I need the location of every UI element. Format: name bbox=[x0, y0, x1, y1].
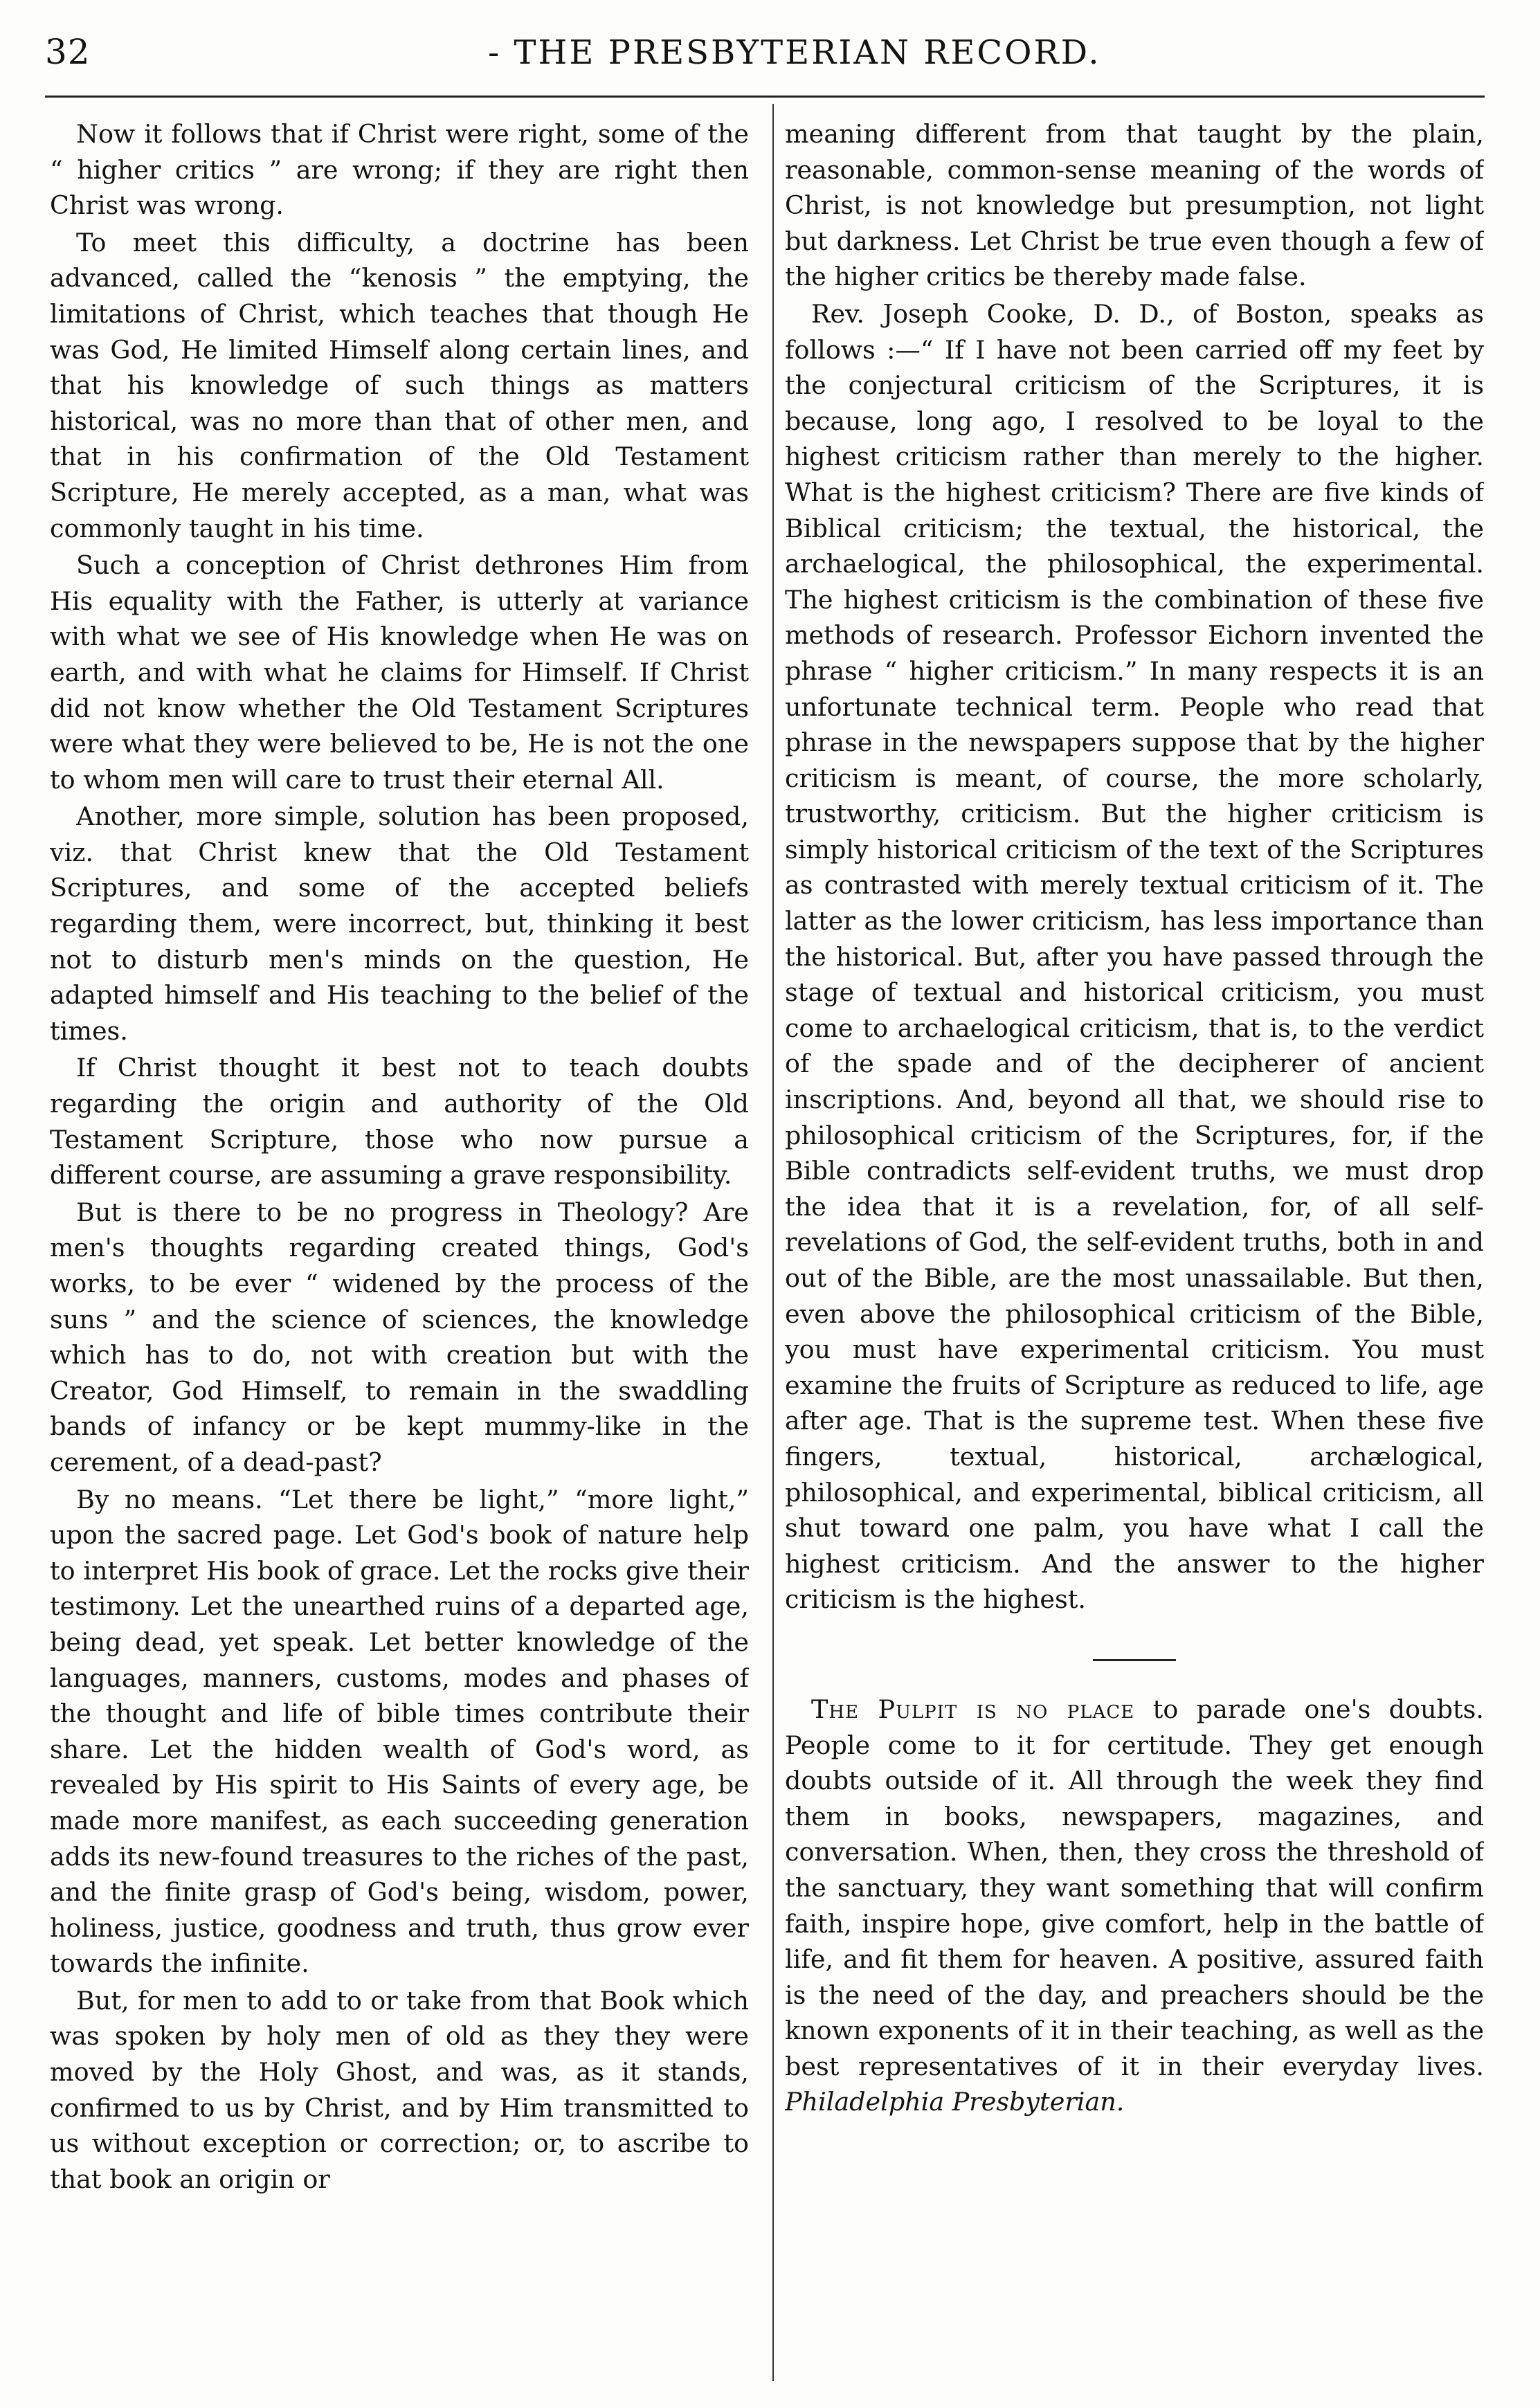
column-divider bbox=[772, 104, 774, 2381]
left-column bbox=[50, 116, 749, 2373]
page-header bbox=[45, 28, 1485, 83]
right-column bbox=[785, 116, 1484, 2373]
masthead-title: - THE PRESBYTERIAN RECORD. bbox=[488, 33, 1101, 72]
paragraph-christ-right: Now it follows that if Christ were right, some of the “ higher critics ” are wrong; if they are right then Christ was wrong. bbox=[50, 119, 749, 221]
header-rule bbox=[45, 96, 1485, 98]
page-number: 32 bbox=[45, 32, 91, 72]
paragraph-joseph-cooke: Rev. Joseph Cooke, D. D., of Boston, speaks as follows :—“ If I have not been carried off my feet by the conjectural criticism of the Scriptures, it is because, long ago, I resolved to be loyal to the highest criticism rather than merely to the higher. What is the highest criticism? There are five kinds of Biblical criticism; the textual, the historical, the archaelogical, the philosophical, the experimental. The highest criticism is the combination of these five methods of research. Professor Eichorn invented the phrase “ higher criticism.” In many respects it is an unfortunate technical term. People who read that phrase in the newspapers suppose that by the higher criticism is meant, of course, the more scholarly, trustworthy, criticism. But the higher criticism is simply historical criticism of the text of the Scriptures as contrasted with merely textual criticism of it. The latter as the lower criticism, has less importance than the historical. But, after you have passed through the stage of textual and historical criticism, you must come to archaelogical criticism, that is, to the verdict of the spade and of the decipherer of ancient inscriptions. And, beyond all that, we should rise to philosophical criticism of the Scriptures, for, if the Bible contradicts self-evident truths, we must drop the idea that it is a revelation, for, of all self-revelations of God, the self-evident truths, both in and out of the Bible, are the most unassailable. But then, even above the philosophical criticism of the Bible, you must have experimental criticism. You must examine the fruits of Scripture as reduced to life, age after age. That is the supreme test. When these five fingers, textual, historical, archælogical, philosophical, and experimental, biblical criticism, all shut toward one palm, you have what I call the highest criticism. And the answer to the higher criticism is the highest. bbox=[785, 298, 1484, 1615]
pulpit-source: Philadelphia Presbyterian. bbox=[785, 2087, 1125, 2117]
paragraph-simple-solution: Another, more simple, solution has been proposed, viz. that Christ knew that the Old Testament Scriptures, and some of the accepted beliefs regarding them, were incorrect, but, thinking it best not to disturb men's minds on the question, He adapted himself and His teaching to the belief of the times. bbox=[50, 802, 749, 1046]
paragraph-kenosis: To meet this difficulty, a doctrine has been advanced, called the “kenosis ” the emptying, the limitations of Christ, which teaches that though He was God, He limited Himself along certain lines, and that his knowledge of such things as matters historical, was no more than that of other men, and that in his confirmation of the Old Testament Scripture, He merely accepted, as a man, what was commonly taught in his time. bbox=[50, 227, 749, 543]
paragraph-teach-doubts: If Christ thought it best not to teach doubts regarding the origin and authority of the Old Testament Scripture, those who now pursue a different course, are assuming a grave responsibility. bbox=[50, 1053, 749, 1191]
paragraph-conception: Such a conception of Christ dethrones Him from His equality with the Father, is utterly at variance with what we see of His knowledge when He was on earth, and with what he claims for Himself. If Christ did not know whether the Old Testament Scriptures were what they were believed to be, He is not the one to whom men will care to trust their eternal All. bbox=[50, 550, 749, 795]
pulpit-body: to parade one's doubts. People come to it for certitude. They get enough doubts outside of it. All through the week they find them in books, newspapers, magazines, and conversation. When, then, they cross the threshold of the sanctuary, they want something that will confirm faith, inspire hope, give comfort, help in the battle of life, and fit them for heaven. A positive, assured faith is the need of the day, and preachers should be the known exponents of it in their teaching, as well as the best representatives of it in their everyday lives. bbox=[785, 1694, 1484, 2081]
paragraph-more-light: By no means. “Let there be light,” “more light,” upon the sacred page. Let God's book of nature help to interpret His book of grace. Let the rocks give their testimony. Let the unearthed ruins of a departed age, being dead, yet speak. Let better knowledge of the languages, manners, customs, modes and phases of the thought and life of bible times contribute their share. Let the hidden wealth of God's word, as revealed by His spirit to His Saints of every age, be made more manifest, as each succeeding generation adds its new-found treasures to the riches of the past, and the finite grasp of God's being, wisdom, power, holiness, justice, goodness and truth, thus grow ever towards the infinite. bbox=[50, 1484, 749, 1979]
section-separator bbox=[1093, 1659, 1176, 1661]
paragraph-progress-theology: But is there to be no progress in Theology? Are men's thoughts regarding created things, God's works, to be ever “ widened by the process of the suns ” and the science of sciences, the knowledge which has to do, not with creation but with the Creator, God Himself, to remain in the swaddling bands of infancy or be kept mummy-like in the cerement, of a dead-past? bbox=[50, 1197, 749, 1477]
pulpit-lead: The Pulpit is no place bbox=[811, 1694, 1135, 1724]
paragraph-add-or-take: But, for men to add to or take from that Book which was spoken by holy men of old as they they were moved by the Holy Ghost, and was, as it stands, confirmed to us by Christ, and by Him transmitted to us without exception or correction; or, to ascribe to that book an origin or bbox=[50, 1985, 749, 2194]
paragraph-pulpit bbox=[785, 1692, 1484, 2120]
paragraph-continuation: meaning different from that taught by the plain, reasonable, common-sense meaning of the words of Christ, is not knowledge but presumption, not light but darkness. Let Christ be true even though a few of the higher critics be thereby made false. bbox=[785, 119, 1484, 292]
